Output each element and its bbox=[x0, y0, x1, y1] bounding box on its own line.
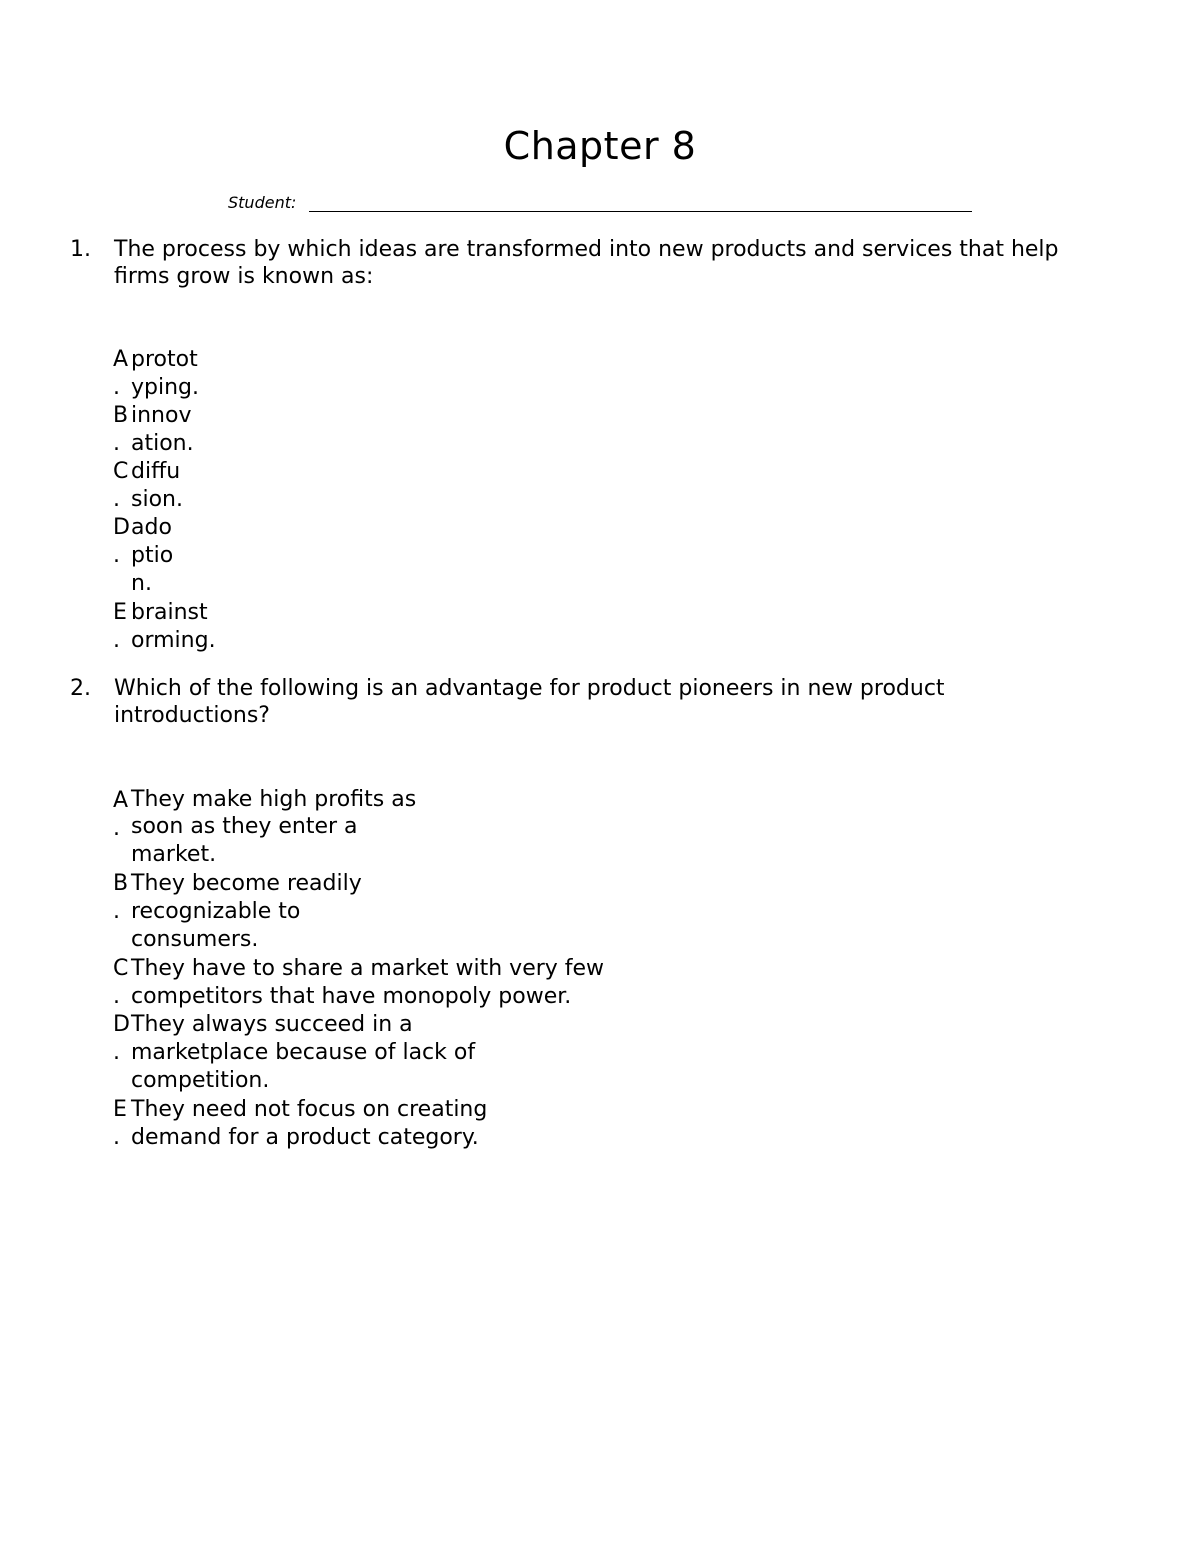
option-text-line: They always succeed in a bbox=[131, 1012, 413, 1037]
question-text bbox=[114, 675, 1140, 729]
option-letter: A bbox=[113, 788, 129, 813]
option-dot: . bbox=[113, 1125, 120, 1150]
option-dot: . bbox=[113, 375, 120, 400]
option-text bbox=[131, 345, 216, 401]
answer-options-q1 bbox=[113, 345, 216, 654]
option-text-line: brainst bbox=[131, 600, 208, 625]
option-text bbox=[131, 457, 216, 513]
question-text-line: firms grow is known as: bbox=[114, 264, 374, 289]
question-number: 1. bbox=[70, 237, 91, 262]
answer-option[interactable] bbox=[113, 869, 604, 954]
option-letter: D bbox=[113, 515, 130, 540]
option-text-line: diffu bbox=[131, 459, 181, 484]
question-text-line: Which of the following is an advantage for product pioneers in new product bbox=[114, 676, 945, 701]
option-text bbox=[131, 513, 216, 598]
option-letter: B bbox=[113, 871, 129, 896]
option-letter: A bbox=[113, 347, 129, 372]
option-text bbox=[131, 1095, 604, 1151]
option-text bbox=[131, 954, 604, 1010]
student-label: Student: bbox=[228, 193, 297, 212]
answer-options-q2 bbox=[113, 786, 604, 1151]
question-text bbox=[114, 236, 1140, 290]
option-text bbox=[131, 786, 604, 869]
option-text-line: competition. bbox=[131, 1068, 270, 1093]
option-letter: B bbox=[113, 403, 129, 428]
option-dot: . bbox=[113, 1040, 120, 1065]
option-text bbox=[131, 869, 604, 954]
answer-option[interactable] bbox=[113, 598, 216, 654]
option-text bbox=[131, 401, 216, 457]
page-title: Chapter 8 bbox=[503, 124, 697, 168]
student-name-line[interactable] bbox=[309, 211, 972, 212]
answer-option[interactable] bbox=[113, 1095, 604, 1151]
option-text-line: innov bbox=[131, 403, 192, 428]
option-text-line: sion. bbox=[131, 487, 183, 512]
option-letter: C bbox=[113, 459, 129, 484]
option-dot: . bbox=[113, 628, 120, 653]
answer-option[interactable] bbox=[113, 401, 216, 457]
option-text-line: demand for a product category. bbox=[131, 1125, 479, 1150]
answer-option[interactable] bbox=[113, 345, 216, 401]
option-text-line: orming. bbox=[131, 628, 216, 653]
question-text-line: introductions? bbox=[114, 703, 270, 728]
option-text-line: recognizable to bbox=[131, 899, 301, 924]
option-text-line: ptio bbox=[131, 543, 174, 568]
option-text-line: competitors that have monopoly power. bbox=[131, 984, 572, 1009]
option-text bbox=[131, 598, 216, 654]
option-letter: C bbox=[113, 956, 129, 981]
option-text-line: yping. bbox=[131, 375, 199, 400]
option-dot: . bbox=[113, 543, 120, 568]
option-text-line: ation. bbox=[131, 431, 194, 456]
option-text-line: protot bbox=[131, 347, 198, 372]
option-letter: D bbox=[113, 1012, 130, 1037]
answer-option[interactable] bbox=[113, 457, 216, 513]
option-text-line: They make high profits as bbox=[131, 787, 417, 812]
option-dot: . bbox=[113, 899, 120, 924]
student-name-field bbox=[228, 192, 972, 214]
option-text-line: soon as they enter a bbox=[131, 814, 358, 839]
option-text-line: marketplace because of lack of bbox=[131, 1040, 476, 1065]
option-text bbox=[131, 1010, 604, 1095]
question-number: 2. bbox=[70, 676, 91, 701]
option-dot: . bbox=[113, 816, 120, 841]
question-text-line: The process by which ideas are transformed into new products and services that help bbox=[114, 237, 1059, 262]
option-text-line: n. bbox=[131, 571, 152, 596]
option-dot: . bbox=[113, 431, 120, 456]
option-text-line: ado bbox=[131, 515, 172, 540]
answer-option[interactable] bbox=[113, 954, 604, 1010]
option-letter: E bbox=[113, 600, 127, 625]
answer-option[interactable] bbox=[113, 786, 604, 869]
option-dot: . bbox=[113, 984, 120, 1009]
answer-option[interactable] bbox=[113, 513, 216, 598]
option-text-line: consumers. bbox=[131, 927, 259, 952]
option-dot: . bbox=[113, 487, 120, 512]
option-text-line: They become readily bbox=[131, 871, 362, 896]
answer-option[interactable] bbox=[113, 1010, 604, 1095]
option-letter: E bbox=[113, 1097, 127, 1122]
option-text-line: They have to share a market with very few bbox=[131, 956, 605, 981]
option-text-line: market. bbox=[131, 842, 217, 867]
option-text-line: They need not focus on creating bbox=[131, 1097, 488, 1122]
